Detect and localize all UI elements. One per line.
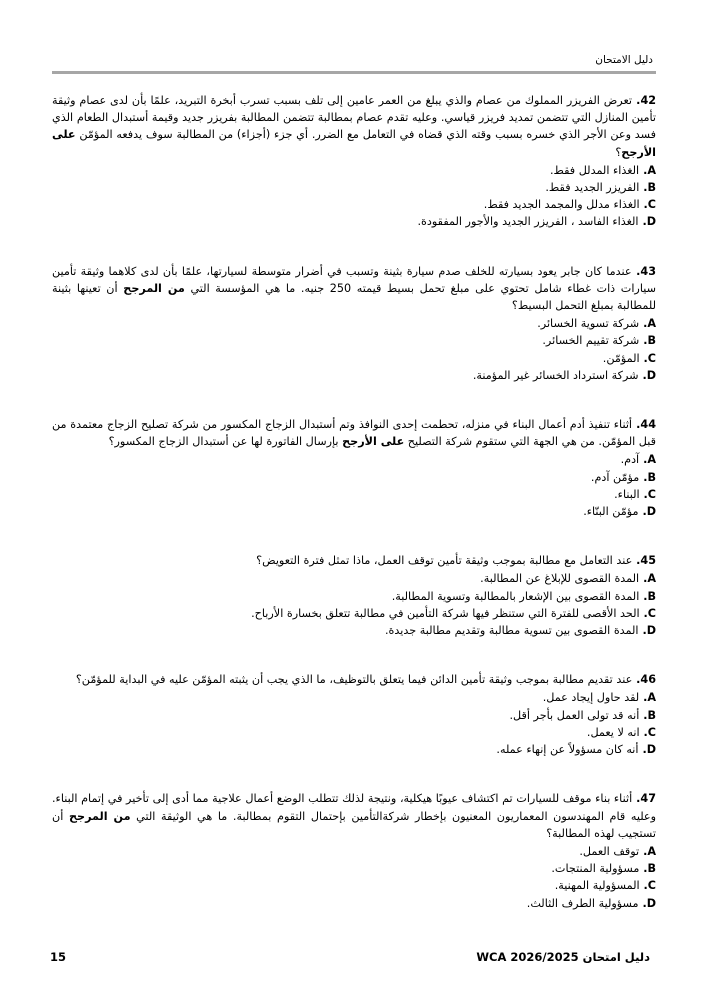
- option-text: شركة استرداد الخسائر غير المؤمنة.: [472, 368, 639, 382]
- question-block: [52, 416, 656, 520]
- option-letter: B: [647, 181, 656, 195]
- answer-option: C. المسؤولية المهنية.: [554, 879, 656, 893]
- page-number: 15: [50, 950, 67, 964]
- option-text: آدم.: [620, 453, 640, 467]
- option-text: الحد الأقصى للفترة التي ستنظر فيها شركة التأمين في مطالبة تتعلق بخسارة الأرباح.: [251, 606, 640, 620]
- question-number: 43: [640, 264, 656, 278]
- answer-option: A. المدة القصوى للإبلاغ عن المطالبة.: [480, 572, 656, 586]
- option-text: مسؤولية الطرف الثالث.: [526, 896, 639, 910]
- option-letter: C: [647, 351, 656, 365]
- option-letter: C: [647, 606, 656, 620]
- question-emphasis: على الأرجح: [342, 435, 405, 449]
- question-block: [52, 671, 656, 758]
- question-number: 44: [640, 418, 656, 432]
- question-segment: أن تستجيب لهذه المطالبة؟: [52, 809, 656, 840]
- answer-options: [52, 843, 656, 912]
- option-letter: A: [647, 163, 656, 177]
- option-text: الغذاء مدلل والمجمد الجديد فقط.: [483, 198, 640, 212]
- question-segment: تعرض الفريزر المملوك من عصام والذي يبلغ من العمر عامين إلى تلف بسبب تسرب أبخرة التبريد، علمًا بأن لدى عصام وثيقة تأمين المنازل التي تتضمن تمديد فريزر قياسي. وعليه تقدم عصام بمطالبة تتضمن المطالبة بفريزر جديد وقيمة أستبدال الطعام الذي فسد وعن الأجر الذي خسره بسبب وقته الذي قضاه في التعامل مع الضرر. أي جزء (أجزاء) من المطالبة سوف يدفعه المؤمّن: [52, 94, 656, 142]
- option-letter: B: [647, 334, 656, 348]
- option-letter: A: [647, 572, 656, 586]
- answer-option: A. الغذاء المدلل فقط.: [549, 163, 656, 177]
- answer-option: D. شركة استرداد الخسائر غير المؤمنة.: [472, 368, 656, 382]
- option-text: الفريزر الجديد فقط.: [545, 181, 640, 195]
- answer-options: [52, 315, 656, 384]
- answer-option: B. مؤمّن آدم.: [590, 470, 656, 484]
- answer-option: C. الغذاء مدلل والمجمد الجديد فقط.: [483, 198, 656, 212]
- option-letter: D: [646, 624, 656, 638]
- option-text: أنه كان مسؤولاً عن إنهاء عمله.: [496, 743, 639, 757]
- option-text: الغذاء الفاسد ، الفريزر الجديد والأجور المفقودة.: [417, 215, 639, 229]
- option-letter: A: [647, 844, 656, 858]
- answer-option: B. الفريزر الجديد فقط.: [545, 181, 656, 195]
- question-block: [52, 263, 656, 384]
- option-letter: B: [647, 589, 656, 603]
- question-text: 44. أثناء تنفيذ أدم أعمال البناء في منزله، تحطمت إحدى النوافذ وتم أستبدال الزجاج المكسور من شركة تصليح الزجاج معتمدة من قبل المؤمّن. من هي الجهة التي ستقوم شركة التصليح على الأرجح بإرسال الفاتورة لها عن أستبدال الزجاج المكسور؟: [52, 418, 656, 449]
- option-text: شركة تسوية الخسائر.: [537, 317, 640, 331]
- answer-option: B. أنه قد تولى العمل بأجر أقل.: [509, 708, 656, 722]
- answer-options: [52, 689, 656, 758]
- option-letter: B: [647, 862, 656, 876]
- answer-option: D. مسؤولية الطرف الثالث.: [526, 896, 656, 910]
- question-number: 45: [640, 554, 656, 568]
- answer-option: D. الغذاء الفاسد ، الفريزر الجديد والأجور المفقودة.: [417, 215, 656, 229]
- option-letter: D: [646, 896, 656, 910]
- answer-option: D. مؤمّن البنّاء.: [583, 505, 656, 519]
- header-title: دليل الامتحان: [595, 54, 653, 66]
- answer-option: A. شركة تسوية الخسائر.: [537, 317, 656, 331]
- question-number: 42: [640, 94, 657, 107]
- question-text: 46. عند تقديم مطالبة بموجب وثيقة تأمين الدائن فيما يتعلق بالتوظيف، ما الذي يجب أن يثبته المؤمّن عليه في البداية للمؤمّن؟: [75, 673, 656, 687]
- question-segment: أثناء بناء موقف للسيارات تم اكتشاف عيوبًا هيكلية، ونتيجة لذلك تتطلب الوضع أعمال علاجية مما أدى إلى تأخير في إتمام البناء. وعليه قام المهندسون المعماريون المعنيون بإخطار شركةالتأمين بإحتمال التقوم بمطالبة. ما هي الوثيقة التي: [52, 792, 657, 823]
- answer-option: C. المؤمّن.: [602, 351, 656, 365]
- option-text: المدة القصوى بين الإشعار بالمطالبة وتسوية المطالبة.: [391, 589, 640, 603]
- answer-option: D. المدة القصوى بين تسوية مطالبة وتقديم مطالبة جديدة.: [385, 624, 656, 638]
- answer-option: C. البناء.: [614, 487, 656, 501]
- option-letter: C: [647, 725, 656, 739]
- option-letter: C: [647, 487, 656, 501]
- option-letter: D: [646, 743, 656, 757]
- question-text: 45. عند التعامل مع مطالبة بموجب وثيقة تأمين توقف العمل، ماذا تمثل فترة التعويض؟: [256, 554, 656, 568]
- question-emphasis: على الأرجح: [52, 128, 656, 159]
- answer-options: [52, 451, 656, 520]
- answer-option: C. انه لا يعمل.: [586, 725, 656, 739]
- question-emphasis: من المرجح: [123, 281, 185, 295]
- option-text: انه لا يعمل.: [586, 725, 640, 739]
- question-block: [52, 92, 656, 231]
- option-text: أنه قد تولى العمل بأجر أقل.: [509, 708, 640, 722]
- question-emphasis: من المرجح: [68, 809, 131, 823]
- answer-option: B. المدة القصوى بين الإشعار بالمطالبة وتسوية المطالبة.: [391, 589, 656, 603]
- header-divider: [52, 71, 656, 74]
- question-block: [52, 552, 656, 639]
- answer-option: A. توقف العمل.: [579, 844, 656, 858]
- option-letter: D: [646, 368, 656, 382]
- question-text: 47. أثناء بناء موقف للسيارات تم اكتشاف عيوبًا هيكلية، ونتيجة لذلك تتطلب الوضع أعمال علاجية مما أدى إلى تأخير في إتمام البناء. وعليه قام المهندسون المعماريون المعنيون بإخطار شركةالتأمين بإحتمال التقوم بمطالبة. ما هي الوثيقة التي من المرجح أن تستجيب لهذه المطالبة؟: [52, 792, 657, 840]
- option-text: المدة القصوى بين تسوية مطالبة وتقديم مطالبة جديدة.: [385, 624, 639, 638]
- option-text: الغذاء المدلل فقط.: [549, 163, 640, 177]
- option-text: المؤمّن.: [602, 351, 640, 365]
- questions-list: [52, 92, 656, 944]
- answer-option: B. شركة تقييم الخسائر.: [542, 334, 656, 348]
- answer-options: [52, 162, 656, 231]
- option-letter: A: [647, 691, 656, 705]
- option-letter: C: [647, 198, 656, 212]
- answer-option: D. أنه كان مسؤولاً عن إنهاء عمله.: [496, 743, 656, 757]
- footer-title: دليل امتحان WCA 2026/2025: [476, 950, 650, 964]
- answer-option: B. مسؤولية المنتجات.: [551, 862, 656, 876]
- question-number: 46: [640, 673, 656, 687]
- question-text: 42. تعرض الفريزر المملوك من عصام والذي يبلغ من العمر عامين إلى تلف بسبب تسرب أبخرة التبريد، علمًا بأن لدى عصام وثيقة تأمين المنازل التي تتضمن تمديد فريزر قياسي. وعليه تقدم عصام بمطالبة تتضمن المطالبة بفريزر جديد وقيمة أستبدال الطعام الذي فسد وعن الأجر الذي خسره بسبب وقته الذي قضاه في التعامل مع الضرر. أي جزء (أجزاء) من المطالبة سوف يدفعه المؤمّن على الأرجح؟: [52, 94, 657, 159]
- question-segment: عندما كان جابر يعود بسيارته للخلف صدم سيارة بثينة وتسبب في أضرار متوسطة لسيارتها، علمًا بأن لدى كلاهما وثيقة تأمين سيارات ذات غطاء شامل تحتوي على مبلغ تحمل بسيط قيمته 250 جنيه. ما هي المؤسسة التي: [52, 264, 656, 295]
- question-segment: ؟: [615, 145, 622, 159]
- option-letter: D: [646, 215, 656, 229]
- option-letter: A: [647, 317, 656, 331]
- question-segment: عند التعامل مع مطالبة بموجب وثيقة تأمين توقف العمل، ماذا تمثل فترة التعويض؟: [256, 554, 633, 568]
- answer-option: A. لقد حاول إيجاد عمل.: [542, 691, 656, 705]
- question-text: 43. عندما كان جابر يعود بسيارته للخلف صدم سيارة بثينة وتسبب في أضرار متوسطة لسيارتها، علمًا بأن لدى كلاهما وثيقة تأمين سيارات ذات غطاء شامل تحتوي على مبلغ تحمل بسيط قيمته 250 جنيه. ما هي المؤسسة التي من المرجح أن تعينها بثينة للمطالبة بمبلغ التحمل البسيط؟: [52, 264, 656, 313]
- option-text: المدة القصوى للإبلاغ عن المطالبة.: [480, 572, 640, 586]
- question-segment: أن تعينها بثينة للمطالبة بمبلغ التحمل البسيط؟: [52, 281, 656, 313]
- option-letter: B: [647, 708, 656, 722]
- option-text: المسؤولية المهنية.: [554, 879, 640, 893]
- answer-option: A. آدم.: [620, 453, 656, 467]
- question-segment: بإرسال الفاتورة لها عن أستبدال الزجاج المكسور؟: [108, 435, 343, 449]
- option-text: مؤمّن آدم.: [590, 470, 640, 484]
- option-text: شركة تقييم الخسائر.: [542, 334, 640, 348]
- answer-option: C. الحد الأقصى للفترة التي ستنظر فيها شركة التأمين في مطالبة تتعلق بخسارة الأرباح.: [251, 606, 656, 620]
- option-text: توقف العمل.: [579, 844, 640, 858]
- option-text: مؤمّن البنّاء.: [583, 505, 639, 519]
- question-segment: عند تقديم مطالبة بموجب وثيقة تأمين الدائن فيما يتعلق بالتوظيف، ما الذي يجب أن يثبته المؤمّن عليه في البداية للمؤمّن؟: [75, 673, 633, 687]
- option-text: البناء.: [614, 487, 640, 501]
- option-letter: B: [647, 470, 656, 484]
- question-number: 47: [640, 792, 656, 806]
- option-letter: A: [647, 453, 656, 467]
- option-text: لقد حاول إيجاد عمل.: [542, 691, 640, 705]
- answer-options: [52, 570, 656, 639]
- option-letter: C: [647, 879, 656, 893]
- option-letter: D: [646, 505, 656, 519]
- option-text: مسؤولية المنتجات.: [551, 862, 640, 876]
- question-block: [52, 790, 656, 911]
- question-segment: أثناء تنفيذ أدم أعمال البناء في منزله، تحطمت إحدى النوافذ وتم أستبدال الزجاج المكسور من شركة تصليح الزجاج معتمدة من قبل المؤمّن. من هي الجهة التي ستقوم شركة التصليح: [52, 418, 656, 449]
